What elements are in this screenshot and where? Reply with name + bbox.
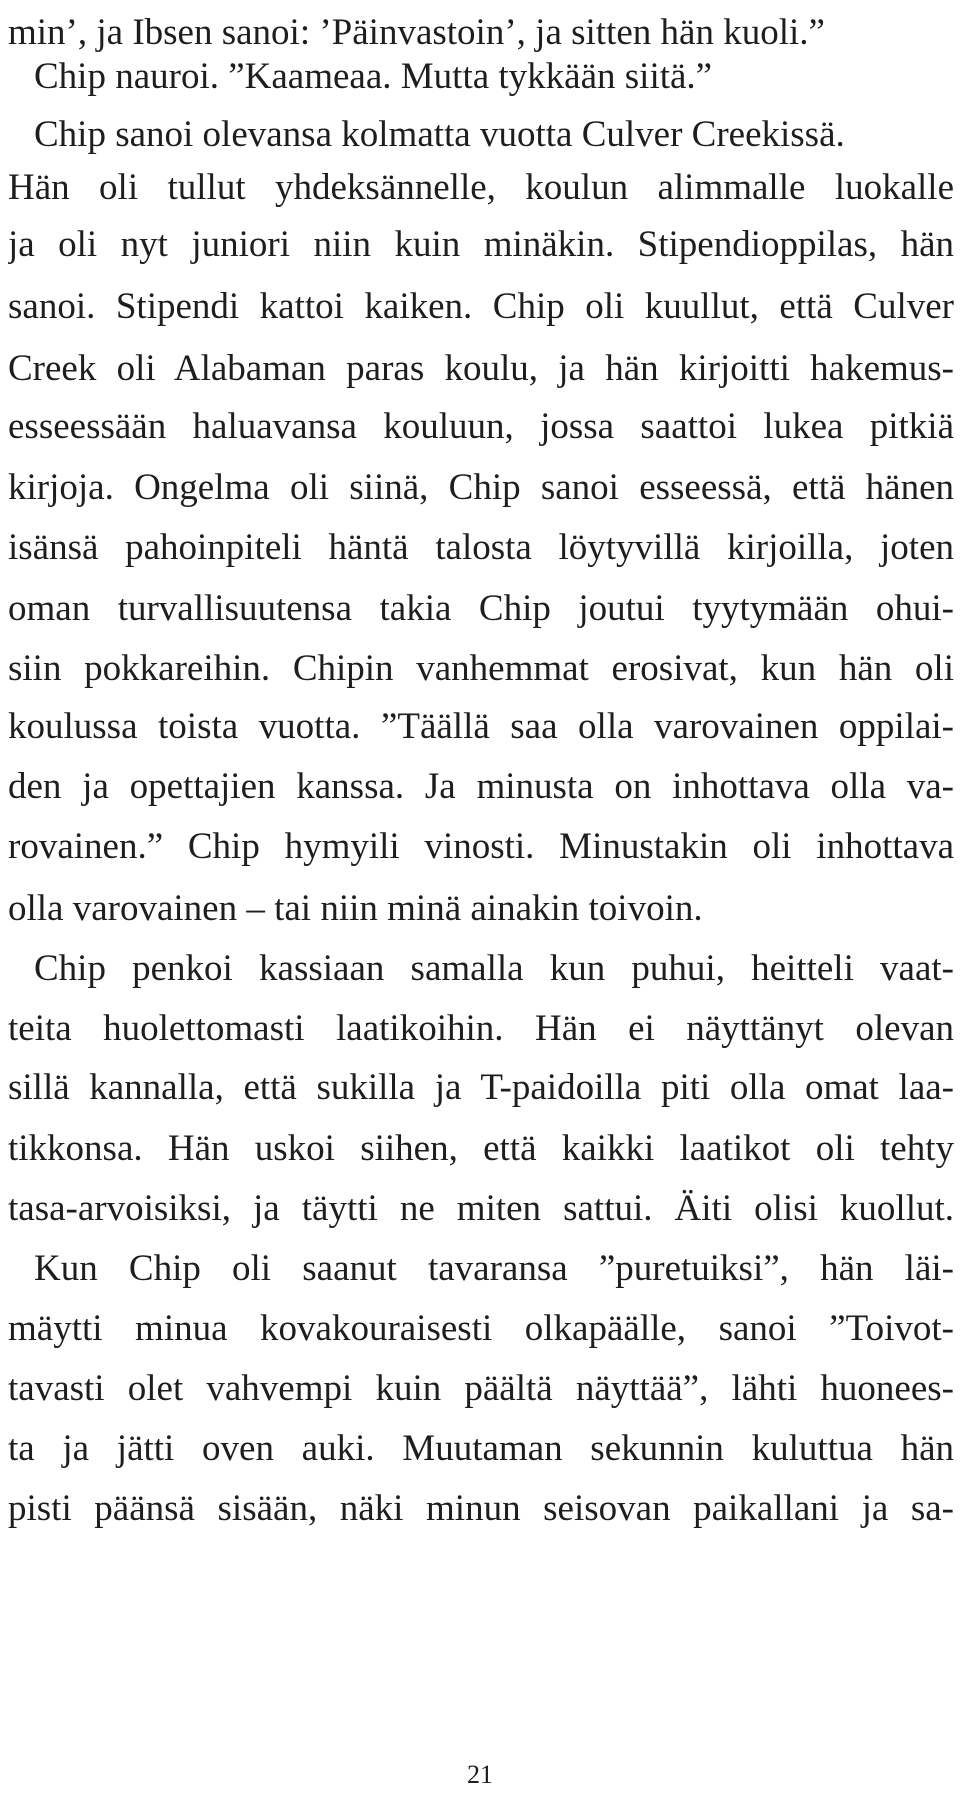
line-23: mäytti minua kovakouraisesti olkapäälle, sanoi ”Toivot- xyxy=(8,1308,954,1349)
line-5: ja oli nyt juniori niin kuin minäkin. Stipendioppilas, hän xyxy=(8,224,954,265)
line-17: Chip penkoi kassiaan samalla kun puhui, heitteli vaat- xyxy=(34,948,954,989)
line-10: isänsä pahoinpiteli häntä talosta löytyvillä kirjoilla, joten xyxy=(8,527,954,568)
line-8: esseessään haluavansa kouluun, jossa saattoi lukea pitkiä xyxy=(8,406,954,447)
line-26: pisti päänsä sisään, näki minun seisovan paikallani ja sa- xyxy=(8,1488,954,1529)
line-18: teita huolettomasti laatikoihin. Hän ei näyttänyt olevan xyxy=(8,1008,954,1049)
line-21: tasa-arvoisiksi, ja täytti ne miten sattui. Äiti olisi kuollut. xyxy=(8,1188,954,1229)
line-19: sillä kannalla, että sukilla ja T-paidoilla piti olla omat laa- xyxy=(8,1067,954,1108)
line-22: Kun Chip oli saanut tavaransa ”puretuiksi”, hän läi- xyxy=(34,1248,954,1289)
line-12: siin pokkareihin. Chipin vanhemmat erosivat, kun hän oli xyxy=(8,648,954,689)
line-7: Creek oli Alabaman paras koulu, ja hän kirjoitti hakemus- xyxy=(8,348,954,389)
line-2: Chip nauroi. ”Kaameaa. Mutta tykkään siitä.” xyxy=(34,56,713,97)
line-1: min’, ja Ibsen sanoi: ’Päinvastoin’, ja sitten hän kuoli.” xyxy=(8,12,825,53)
page-number: 21 xyxy=(467,1760,493,1789)
line-14: den ja opettajien kanssa. Ja minusta on inhottava olla va- xyxy=(8,766,954,807)
line-16: olla varovainen – tai niin minä ainakin toivoin. xyxy=(8,888,703,929)
line-20: tikkonsa. Hän uskoi siihen, että kaikki laatikot oli tehty xyxy=(8,1128,954,1169)
line-6: sanoi. Stipendi kattoi kaiken. Chip oli kuullut, että Culver xyxy=(8,286,954,327)
line-11: oman turvallisuutensa takia Chip joutui tyytymään ohui- xyxy=(8,588,954,629)
line-9: kirjoja. Ongelma oli siinä, Chip sanoi esseessä, että hänen xyxy=(8,467,954,508)
line-4: Hän oli tullut yhdeksännelle, koulun alimmalle luokalle xyxy=(8,167,954,208)
line-25: ta ja jätti oven auki. Muutaman sekunnin kuluttua hän xyxy=(8,1428,954,1469)
line-24: tavasti olet vahvempi kuin päältä näyttää”, lähti huonees- xyxy=(8,1368,954,1409)
line-15: rovainen.” Chip hymyili vinosti. Minustakin oli inhottava xyxy=(8,826,954,867)
line-13: koulussa toista vuotta. ”Täällä saa olla varovainen oppilai- xyxy=(8,706,954,747)
line-3: Chip sanoi olevansa kolmatta vuotta Culver Creekissä. xyxy=(34,114,845,155)
